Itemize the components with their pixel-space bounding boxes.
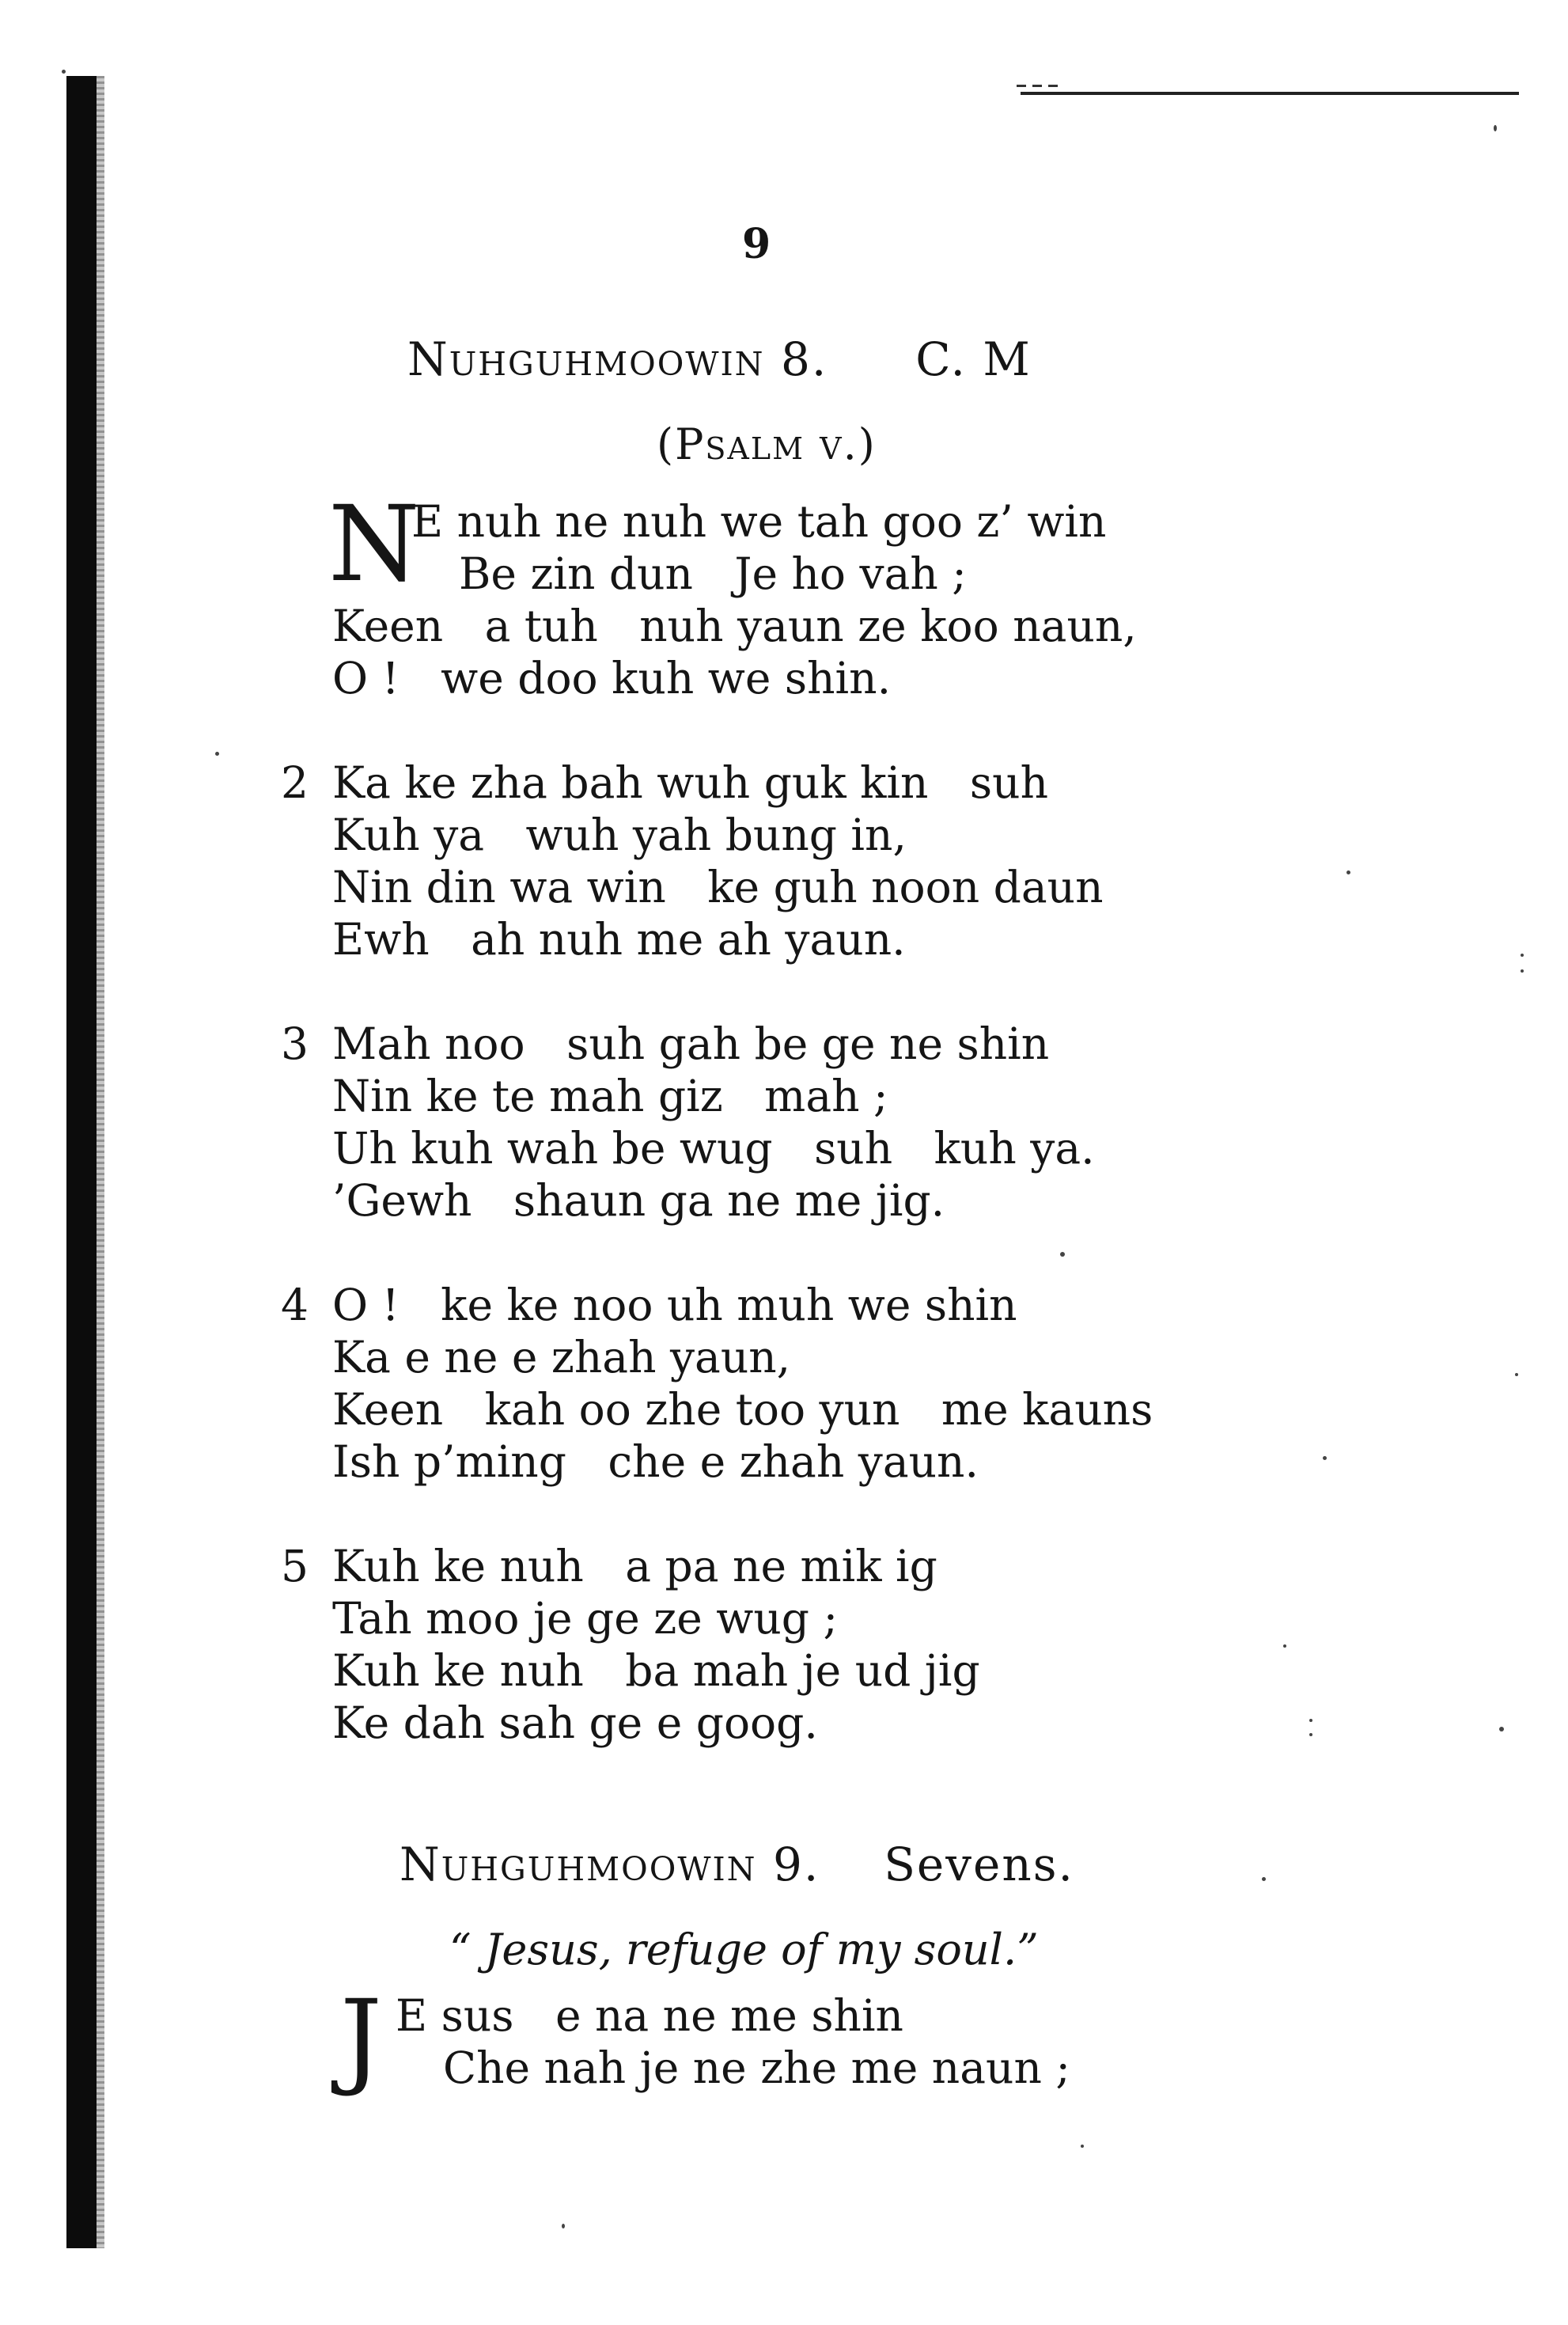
verse-number: 5 bbox=[281, 1541, 309, 1591]
hymn-8-title-prefix: Nuhguhmoowin bbox=[407, 332, 765, 386]
verse-line: Ish p’ming che e zhah yaun. bbox=[332, 1436, 979, 1487]
scan-speck bbox=[215, 752, 219, 756]
hymn-8-meter: C. M bbox=[915, 332, 1032, 386]
verse-line: Tah moo je ge ze wug ; bbox=[332, 1593, 839, 1644]
verse-line: Be zin dun Je ho vah ; bbox=[459, 548, 967, 599]
verse-line: Ka e ne e zhah yaun, bbox=[332, 1332, 791, 1382]
verse-line: Keen kah oo zhe too yun me kauns bbox=[332, 1384, 1153, 1435]
drop-cap: J bbox=[340, 1978, 382, 2099]
scan-speck bbox=[1323, 1456, 1327, 1460]
scan-speck bbox=[1515, 1373, 1518, 1376]
verse-line: Uh kuh wah be wug suh kuh ya. bbox=[332, 1123, 1095, 1174]
verse-line: E nuh ne nuh we tah goo z’ win bbox=[411, 496, 1107, 547]
hymn-9-title bbox=[400, 1838, 1074, 1891]
verse-line: Ke dah sah ge e goog. bbox=[332, 1697, 818, 1748]
verse-line: O ! we doo kuh we shin. bbox=[332, 653, 892, 704]
top-rule-dash bbox=[1017, 85, 1064, 87]
hymn-9-meter: Sevens. bbox=[884, 1838, 1074, 1891]
page-number: 9 bbox=[742, 220, 771, 268]
scan-speck bbox=[1060, 1252, 1065, 1257]
hymn-9-number: 9. bbox=[772, 1838, 820, 1891]
scan-speck bbox=[1494, 125, 1497, 131]
verse-line: Ka ke zha bah wuh guk kin suh bbox=[332, 757, 1049, 808]
scan-speck bbox=[1309, 1733, 1312, 1736]
scan-speck bbox=[62, 70, 66, 74]
scan-speck bbox=[1521, 969, 1524, 973]
verse-line: Nin din wa win ke guh noon daun bbox=[332, 862, 1104, 912]
verse-line: Kuh ke nuh a pa ne mik ig bbox=[332, 1541, 937, 1591]
verse-line: Mah noo suh gah be ge ne shin bbox=[332, 1018, 1050, 1069]
verse-line: Kuh ya wuh yah bung in, bbox=[332, 810, 907, 860]
verse-line: Kuh ke nuh ba mah je ud jig bbox=[332, 1645, 980, 1696]
top-rule bbox=[1021, 92, 1519, 95]
scan-speck bbox=[562, 2224, 565, 2228]
verse-number: 2 bbox=[281, 757, 309, 808]
verse-line: Che nah je ne zhe me naun ; bbox=[443, 2042, 1070, 2093]
verse-line: Ewh ah nuh me ah yaun. bbox=[332, 914, 906, 965]
scan-speck bbox=[1346, 870, 1350, 874]
hymn-9-title-prefix: Nuhguhmoowin bbox=[400, 1838, 757, 1891]
scan-speck bbox=[1499, 1727, 1504, 1731]
drop-cap: N bbox=[328, 484, 420, 605]
scan-speck bbox=[1283, 1644, 1286, 1648]
verse-line: Nin ke te mah giz mah ; bbox=[332, 1071, 888, 1121]
binding-edge bbox=[97, 76, 104, 2248]
hymn-8-number: 8. bbox=[780, 332, 828, 386]
verse-line: ’Gewh shaun ga ne me jig. bbox=[332, 1175, 945, 1226]
scan-speck bbox=[1262, 1877, 1266, 1881]
scan-speck bbox=[1521, 954, 1524, 957]
hymn-8-title bbox=[407, 332, 1032, 386]
scan-speck bbox=[1081, 2145, 1084, 2148]
verse-line: E sus e na ne me shin bbox=[396, 1990, 903, 2041]
verse-number: 4 bbox=[281, 1280, 309, 1330]
verse-line: O ! ke ke noo uh muh we shin bbox=[332, 1280, 1017, 1330]
verse-line: Keen a tuh nuh yaun ze koo naun, bbox=[332, 601, 1137, 651]
hymn-8-subtitle: (Psalm v.) bbox=[657, 419, 877, 469]
hymn-9-subtitle: “ Jesus, refuge of my soul.” bbox=[449, 1925, 1039, 1974]
page-binding bbox=[66, 76, 97, 2248]
scan-speck bbox=[1309, 1719, 1312, 1722]
verse-number: 3 bbox=[281, 1018, 309, 1069]
